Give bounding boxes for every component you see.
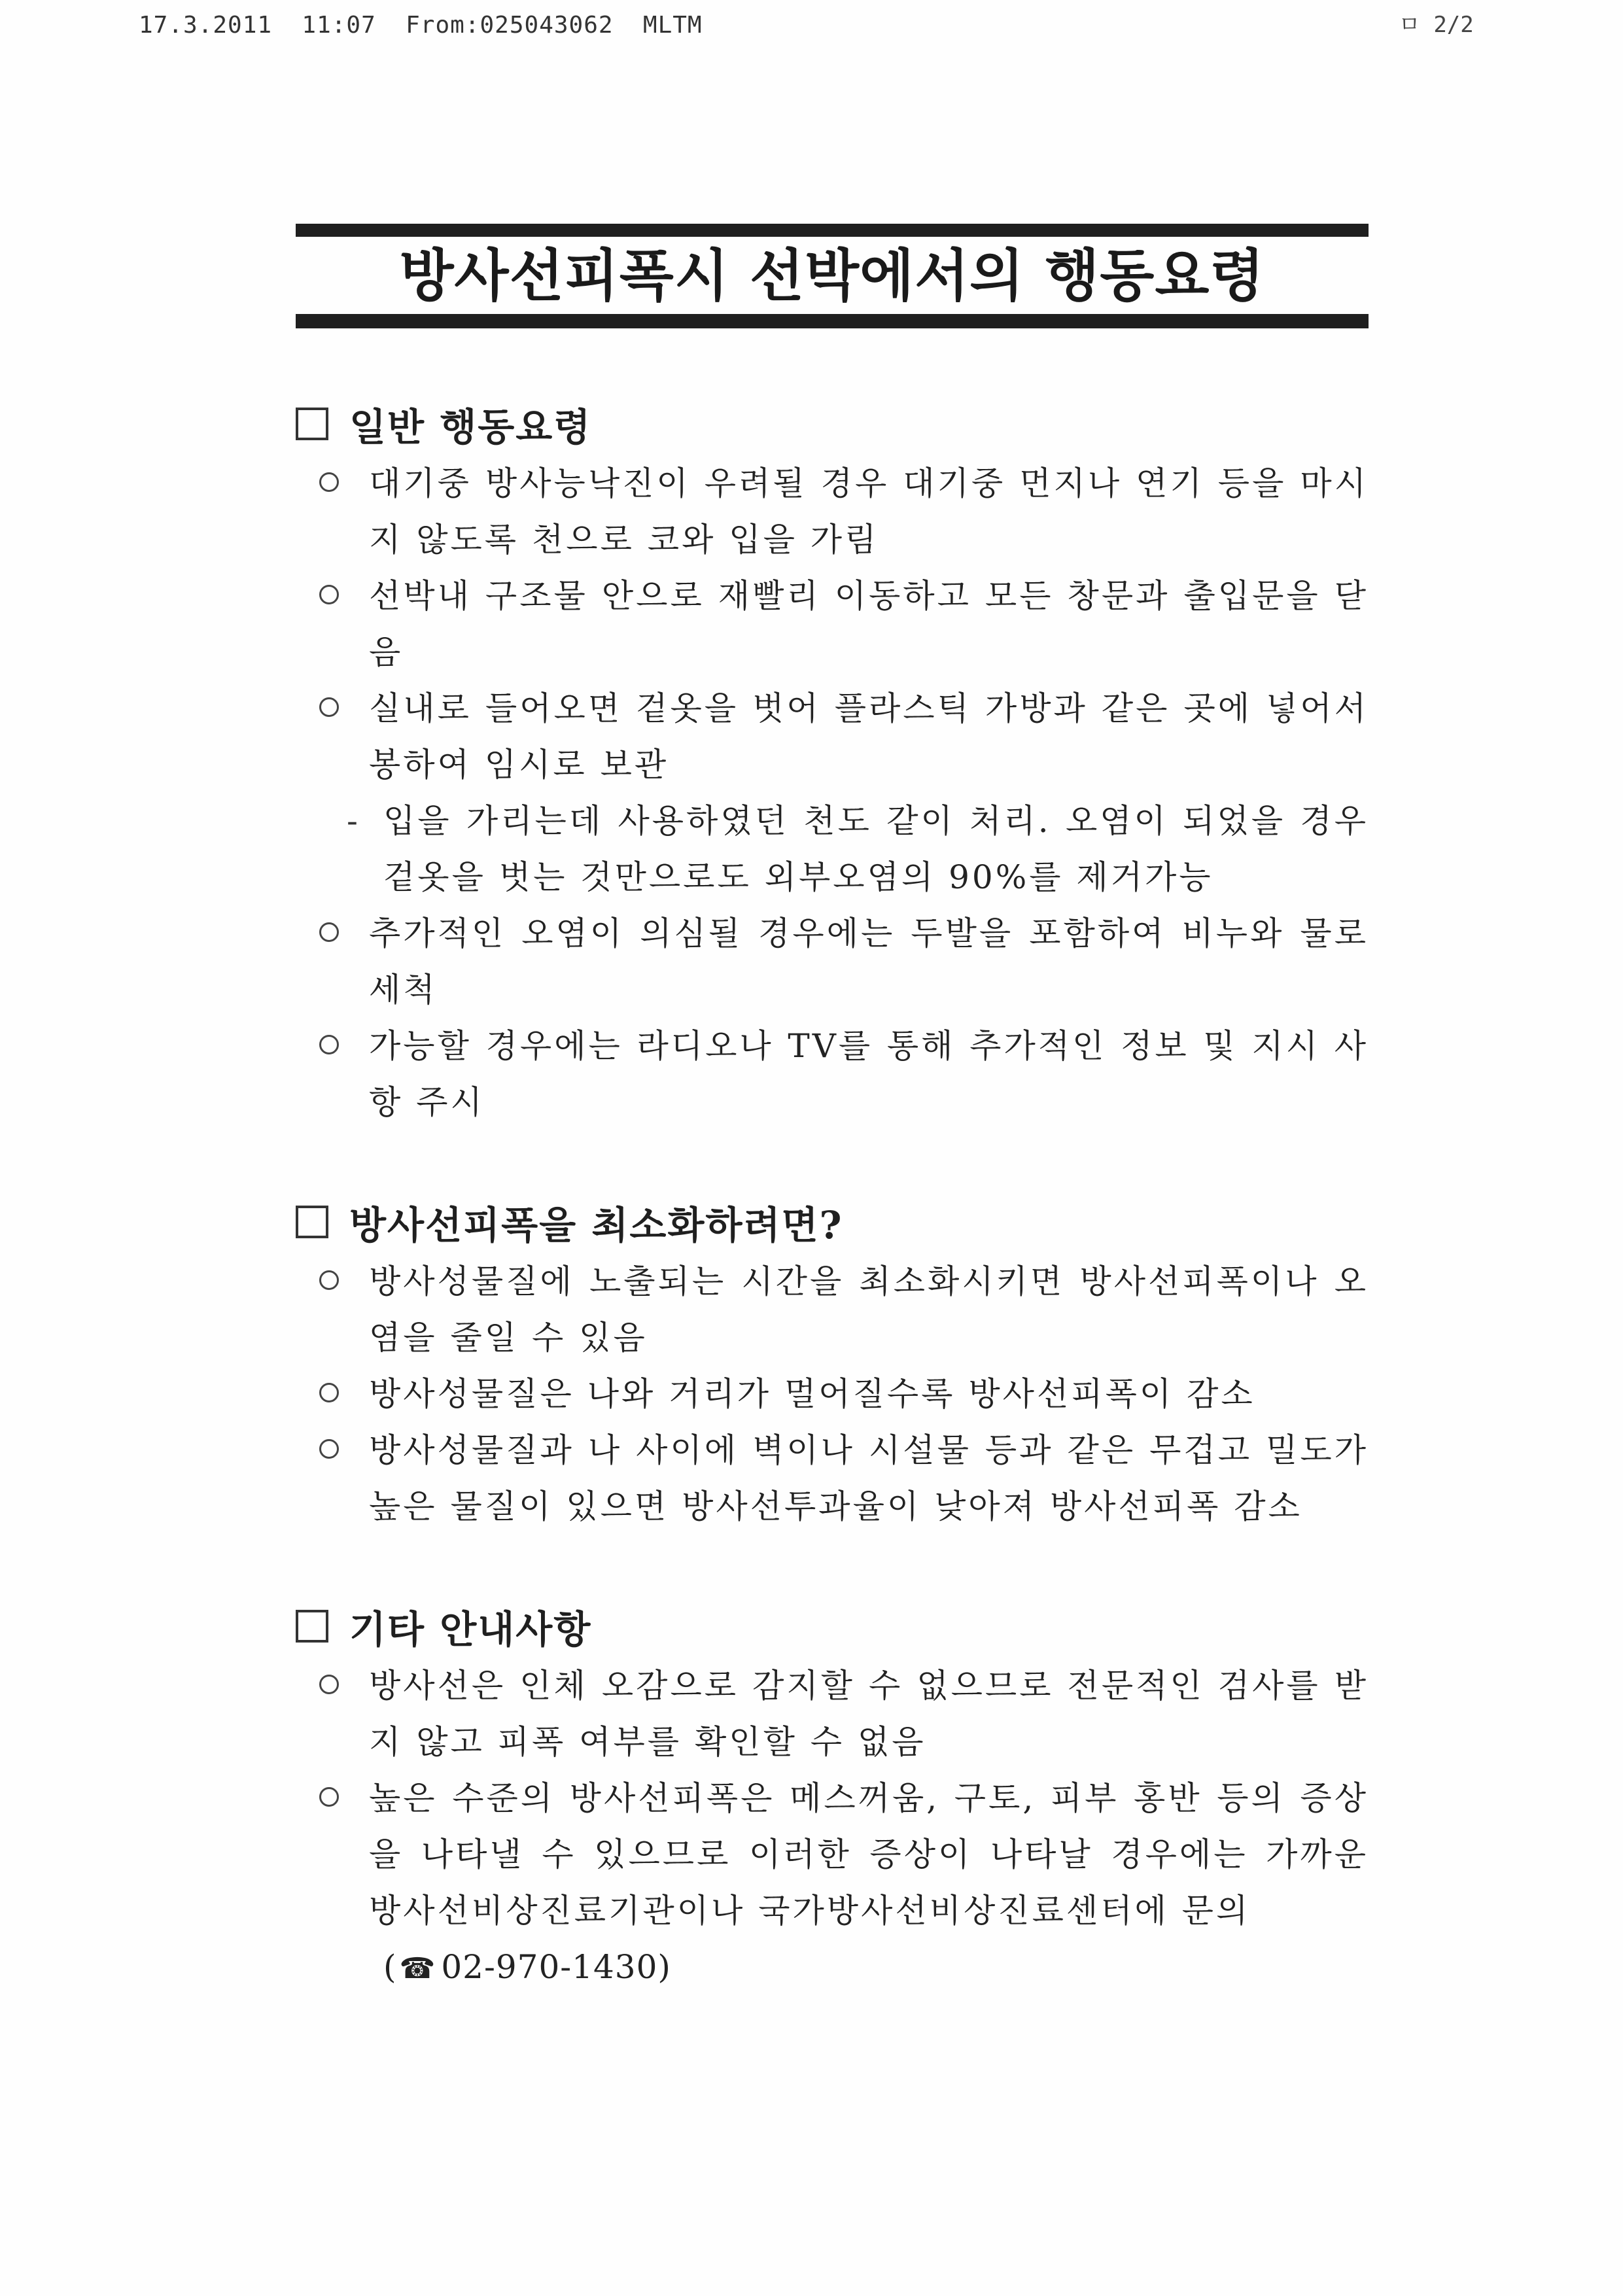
- section-heading: [296, 1191, 1369, 1253]
- phone-close-paren: ): [657, 1948, 671, 1986]
- telephone-icon: ☎: [399, 1952, 436, 1985]
- section-general: [296, 392, 1369, 1130]
- list-item: [296, 455, 1369, 568]
- item-text: 방사성물질에 노출되는 시간을 최소화시키면 방사선피폭이나 오염을 줄일 수 있음: [369, 1262, 1369, 1357]
- item-text: 대기중 방사능낙진이 우려될 경우 대기중 먼지나 연기 등을 마시지 않도록 천으로 코와 입을 가림: [369, 464, 1369, 559]
- title-rule-top: [296, 224, 1369, 237]
- circle-bullet-icon: [319, 1675, 339, 1694]
- circle-bullet-icon: [319, 697, 339, 717]
- circle-bullet-icon: [319, 1383, 339, 1402]
- fax-header: 17.3.2011 11:07 From:025043062 MLTM: [139, 12, 703, 39]
- item-text: 선박내 구조물 안으로 재빨리 이동하고 모든 창문과 출입문을 닫음: [369, 577, 1369, 671]
- title-rule-bottom: [296, 314, 1369, 328]
- list-item: [296, 1658, 1369, 1770]
- circle-bullet-icon: [319, 1270, 339, 1290]
- section-title: 일반 행동요령: [349, 405, 592, 449]
- item-text: 방사성물질과 나 사이에 벽이나 시설물 등과 같은 무겁고 밀도가 높은 물질이 있으면 방사선투과율이 낮아져 방사선피폭 감소: [369, 1431, 1369, 1525]
- section-heading: [296, 392, 1369, 455]
- checkbox-square-icon: [296, 408, 328, 440]
- section-heading: [296, 1595, 1369, 1658]
- sub-list-item: [296, 793, 1369, 905]
- phone-open-paren: (: [383, 1948, 397, 1986]
- item-text: 입을 가리는데 사용하였던 천도 같이 처리. 오염이 되었을 경우 겉옷을 벗는 것만으로도 외부오염의 90%를 제거가능: [383, 802, 1369, 896]
- list-item: [296, 1422, 1369, 1535]
- item-text: 높은 수준의 방사선피폭은 메스꺼움, 구토, 피부 홍반 등의 증상을 나타낼 수 있으므로 이러한 증상이 나타날 경우에는 가까운 방사선비상진료기관이나 국가방사선비상진료센터에 문의: [369, 1779, 1369, 1930]
- dash-bullet-icon: -: [347, 802, 360, 840]
- contact-phone: [296, 1939, 1369, 1997]
- list-item: [296, 1018, 1369, 1130]
- list-item: [296, 905, 1369, 1018]
- section-minimize-exposure: [296, 1191, 1369, 1535]
- list-item: [296, 680, 1369, 793]
- phone-number: 02-970-1430: [441, 1948, 658, 1986]
- item-text: 추가적인 오염이 의심될 경우에는 두발을 포함하여 비누와 물로 세척: [369, 914, 1369, 1009]
- circle-bullet-icon: [319, 922, 339, 942]
- title-banner: [296, 224, 1369, 328]
- list-item: [296, 1253, 1369, 1366]
- item-text: 방사선은 인체 오감으로 감지할 수 없으므로 전문적인 검사를 받지 않고 피폭 여부를 확인할 수 없음: [369, 1667, 1369, 1761]
- item-text: 방사성물질은 나와 거리가 멀어질수록 방사선피폭이 감소: [369, 1375, 1255, 1413]
- circle-bullet-icon: [319, 1439, 339, 1459]
- item-text: 가능할 경우에는 라디오나 TV를 통해 추가적인 정보 및 지시 사항 주시: [369, 1027, 1369, 1121]
- circle-bullet-icon: [319, 1787, 339, 1807]
- fax-page-number: ㅁ 2/2: [1399, 12, 1474, 38]
- page-title: 방사선피폭시 선박에서의 행동요령: [399, 243, 1265, 309]
- document-body: [296, 392, 1369, 1997]
- list-item: [296, 568, 1369, 680]
- section-title: 방사선피폭을 최소화하려면?: [349, 1203, 843, 1247]
- circle-bullet-icon: [319, 1035, 339, 1054]
- item-text: 실내로 들어오면 겉옷을 벗어 플라스틱 가방과 같은 곳에 넣어서 봉하여 임시로 보관: [369, 689, 1369, 784]
- checkbox-square-icon: [296, 1610, 328, 1643]
- list-item: [296, 1770, 1369, 1939]
- checkbox-square-icon: [296, 1206, 328, 1238]
- circle-bullet-icon: [319, 472, 339, 492]
- list-item: [296, 1366, 1369, 1422]
- section-title: 기타 안내사항: [349, 1607, 592, 1652]
- circle-bullet-icon: [319, 585, 339, 604]
- section-other-info: [296, 1595, 1369, 1997]
